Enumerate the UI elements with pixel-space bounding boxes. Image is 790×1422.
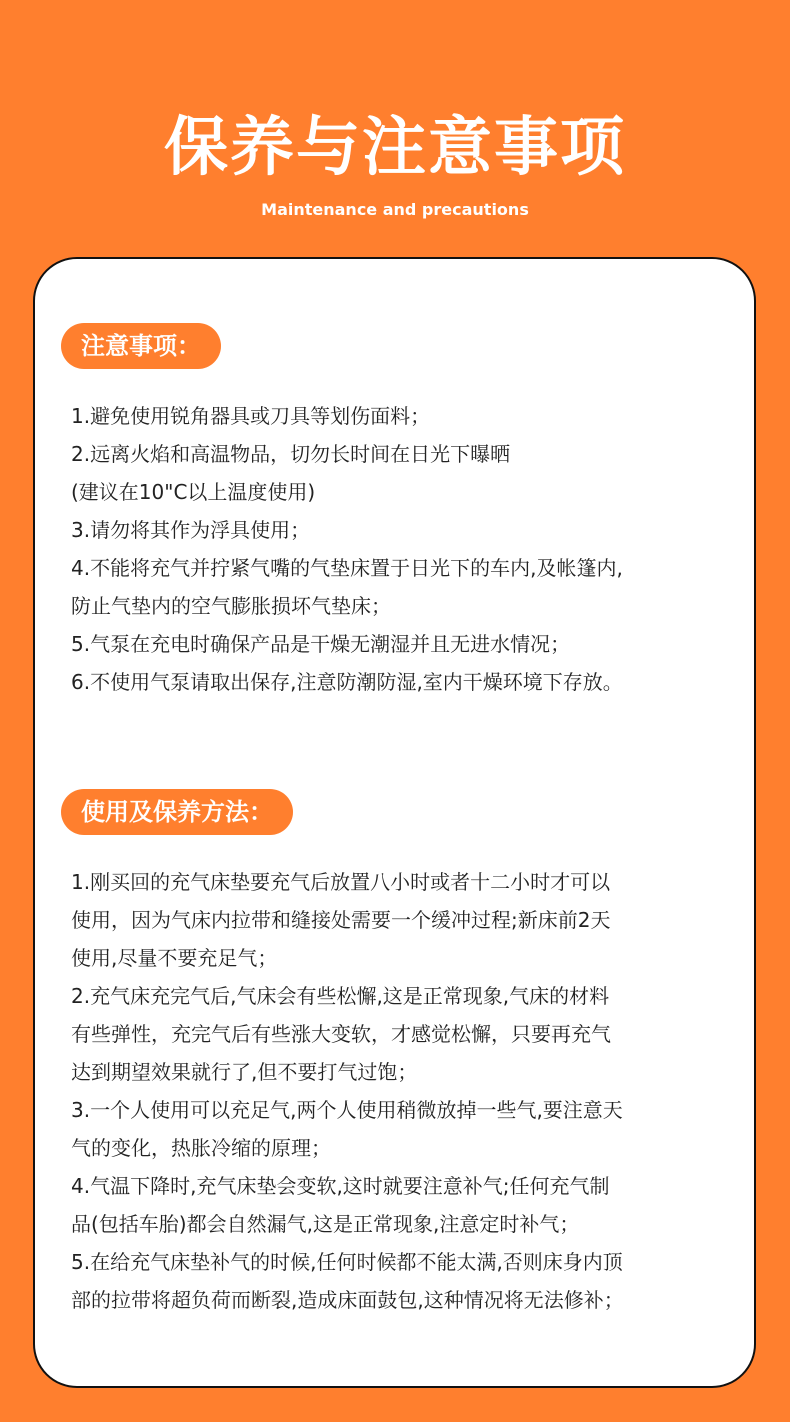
usage-line: 部的拉带将超负荷而断裂,造成床面鼓包,这种情况将无法修补； bbox=[71, 1288, 624, 1312]
page-subtitle: Maintenance and precautions bbox=[261, 200, 529, 219]
usage-line: 使用,尽量不要充足气； bbox=[71, 946, 278, 970]
usage-line: 有些弹性，充完气后有些涨大变软，才感觉松懈，只要再充气 bbox=[71, 1022, 611, 1046]
usage-line: 4.气温下降时,充气床垫会变软,这时就要注意补气;任何充气制 bbox=[71, 1174, 610, 1198]
section-heading-usage-maintenance: 使用及保养方法： bbox=[61, 789, 293, 835]
usage-line: 2.充气床充完气后,气床会有些松懈,这是正常现象,气床的材料 bbox=[71, 984, 610, 1008]
usage-line: 品(包括车胎)都会自然漏气,这是正常现象,注意定时补气； bbox=[71, 1212, 580, 1236]
precaution-line: 4.不能将充气并拧紧气嘴的气垫床置于日光下的车内,及帐篷内, bbox=[71, 556, 623, 580]
usage-line: 使用，因为气床内拉带和缝接处需要一个缓冲过程;新床前2天 bbox=[71, 908, 611, 932]
usage-line: 1.刚买回的充气床垫要充气后放置八小时或者十二小时才可以 bbox=[71, 870, 611, 894]
usage-line: 气的变化，热胀冷缩的原理； bbox=[71, 1136, 331, 1160]
usage-line: 3.一个人使用可以充足气,两个人使用稍微放掉一些气,要注意天 bbox=[71, 1098, 623, 1122]
usage-maintenance-list bbox=[71, 863, 731, 1319]
precautions-list bbox=[71, 397, 731, 701]
page-title: 保养与注意事项 bbox=[164, 111, 626, 185]
content-card bbox=[33, 257, 756, 1388]
precaution-line: (建议在10"C以上温度使用) bbox=[71, 480, 316, 504]
usage-line: 5.在给充气床垫补气的时候,任何时候都不能太满,否则床身内顶 bbox=[71, 1250, 623, 1274]
precaution-line: 2.远离火焰和高温物品，切勿长时间在日光下曝晒 bbox=[71, 442, 511, 466]
precaution-line: 5.气泵在充电时确保产品是干燥无潮湿并且无进水情况； bbox=[71, 632, 571, 656]
precaution-line: 3.请勿将其作为浮具使用； bbox=[71, 518, 311, 542]
precaution-line: 防止气垫内的空气膨胀损坏气垫床； bbox=[71, 594, 391, 618]
precaution-line: 6.不使用气泵请取出保存,注意防潮防湿,室内干燥环境下存放。 bbox=[71, 670, 623, 694]
precaution-line: 1.避免使用锐角器具或刀具等划伤面料； bbox=[71, 404, 431, 428]
section-heading-precautions: 注意事项： bbox=[61, 323, 221, 369]
usage-line: 达到期望效果就行了,但不要打气过饱； bbox=[71, 1060, 418, 1084]
